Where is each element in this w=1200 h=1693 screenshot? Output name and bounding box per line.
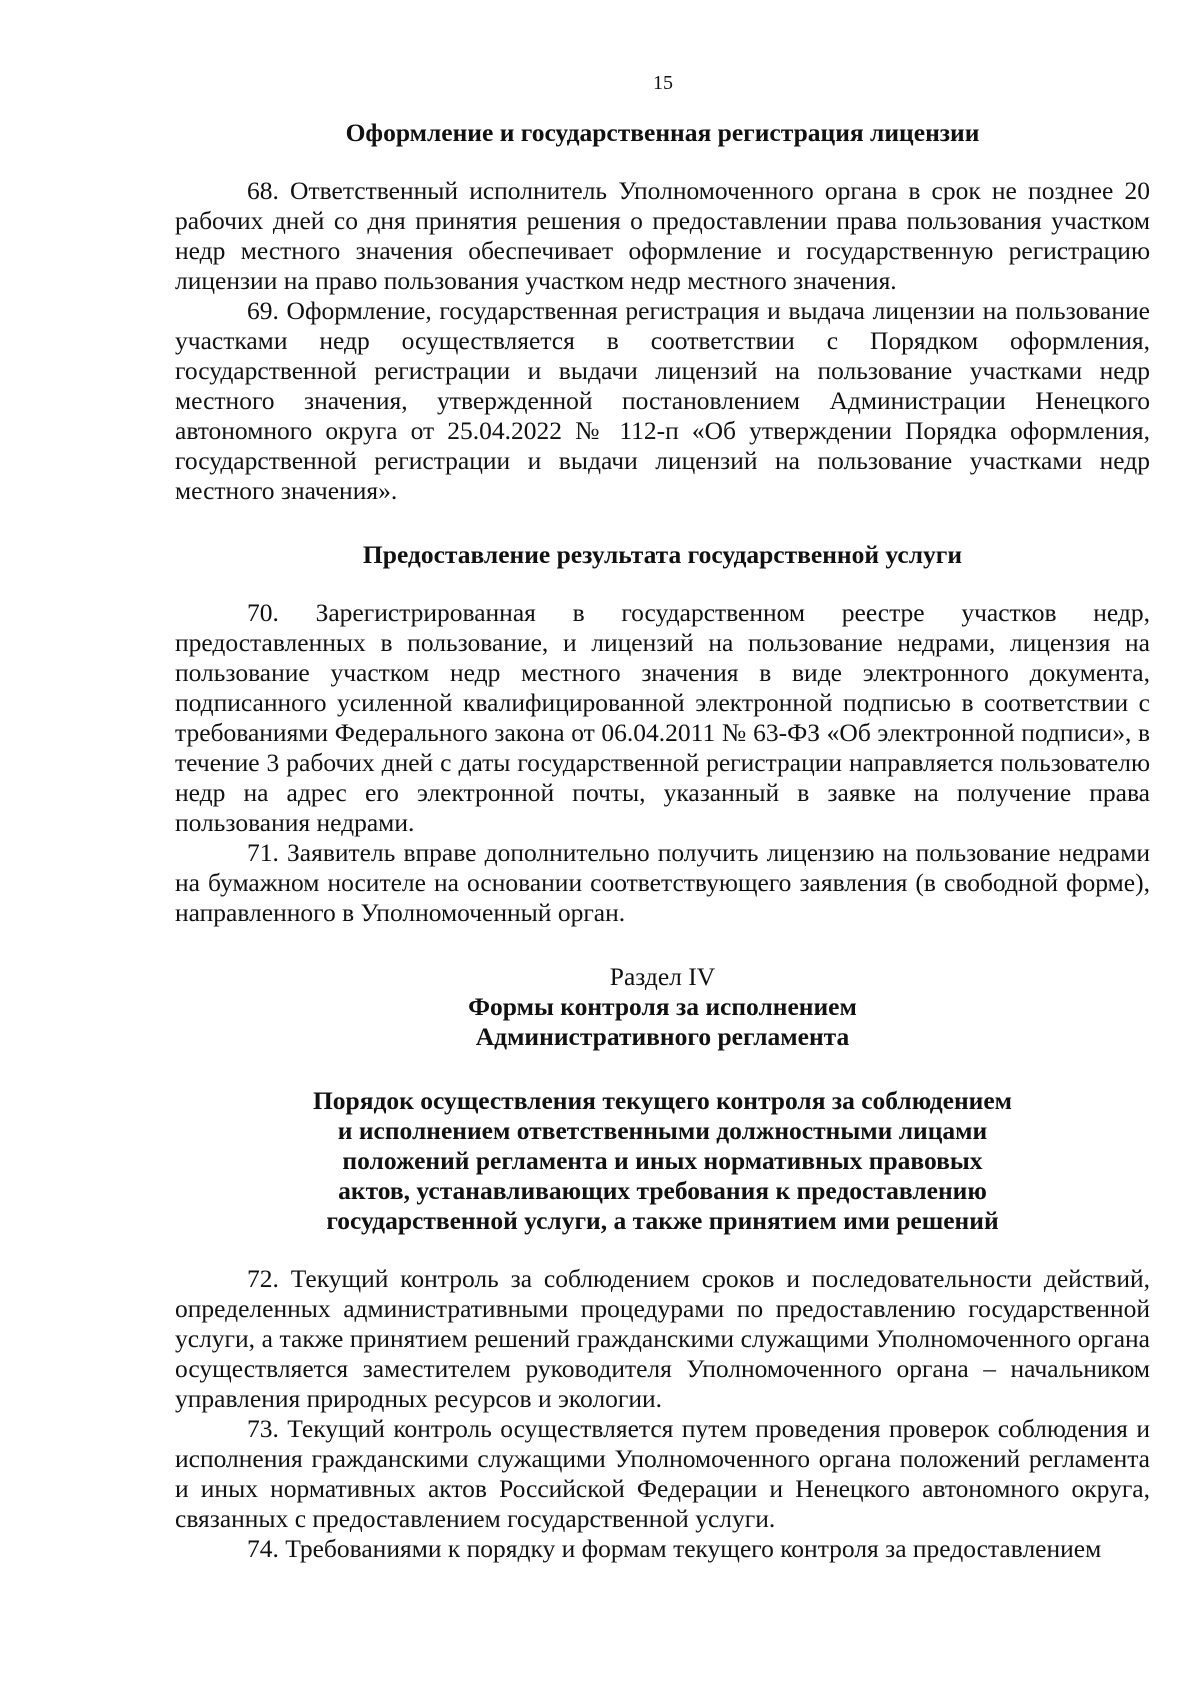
paragraph-74: 74. Требованиями к порядку и формам текущего контроля за предоставлением [247, 1534, 1102, 1563]
section-label: Раздел IV [609, 962, 716, 991]
heading-current-control-line3: положений регламента и иных нормативных правовых [342, 1146, 983, 1175]
section-title-line2: Административного регламента [475, 1022, 850, 1051]
heading-current-control-line1: Порядок осуществления текущего контроля за соблюдением [312, 1086, 1013, 1115]
heading-current-control-line2: и исполнением ответственными должностными лицами [337, 1116, 988, 1145]
section-title-line1: Формы контроля за исполнением [468, 992, 857, 1021]
paragraph-72: 72. Текущий контроль за соблюдением сроков и последовательности действий, определенных административными процедурами по предоставлению государственной услуги, а также принятием решений гражданскими служащими Уполномоченного органа осуществляется заместителем руководителя Уполномоченного органа – начальником управления природных ресурсов и экологии. [175, 1264, 1150, 1413]
paragraph-70: 70. Зарегистрированная в государственном реестре участков недр, предоставленных в пользование, и лицензий на пользование недрами, лицензия на пользование участком недр местного значения в виде электронного документа, подписанного усиленной квалифицированной электронной подписью в соответствии с требованиями Федерального закона от 06.04.2011 № 63-ФЗ «Об электронной подписи», в течение 3 рабочих дней с даты государственной регистрации направляется пользователю недр на адрес его электронной почты, указанный в заявке на получение права пользования недрами. [175, 598, 1150, 837]
paragraph-68: 68. Ответственный исполнитель Уполномоченного органа в срок не позднее 20 рабочих дней со дня принятия решения о предоставлении права пользования участком недр местного значения обеспечивает оформление и государственную регистрацию лицензии на право пользования участком недр местного значения. [175, 176, 1150, 295]
paragraph-69: 69. Оформление, государственная регистрация и выдача лицензии на пользование участками недр осуществляется в соответствии с Порядком оформления, государственной регистрации и выдачи лицензий на пользование участками недр местного значения, утвержденной постановлением Администрации Ненецкого автономного округа от 25.04.2022 № 112-п «Об утверждении Порядка оформления, государственной регистрации и выдачи лицензий на пользование участками недр местного значения». [175, 296, 1150, 505]
paragraph-73: 73. Текущий контроль осуществляется путем проведения проверок соблюдения и исполнения гражданскими служащими Уполномоченного органа положений регламента и иных нормативных актов Российской Федерации и Ненецкого автономного округа, связанных с предоставлением государственной услуги. [175, 1414, 1150, 1533]
page-number: 15 [653, 72, 673, 94]
paragraph-71: 71. Заявитель вправе дополнительно получить лицензию на пользование недрами на бумажном носителе на основании соответствующего заявления (в свободной форме), направленного в Уполномоченный орган. [175, 838, 1150, 927]
heading-current-control-line5: государственной услуги, а также принятием ими решений [326, 1206, 999, 1235]
heading-service-result: Предоставление результата государственной услуги [362, 540, 963, 569]
heading-current-control-line4: актов, устанавливающих требования к предоставлению [338, 1176, 987, 1205]
heading-license-registration: Оформление и государственная регистрация лицензии [345, 118, 980, 147]
document-body [175, 118, 1150, 1564]
